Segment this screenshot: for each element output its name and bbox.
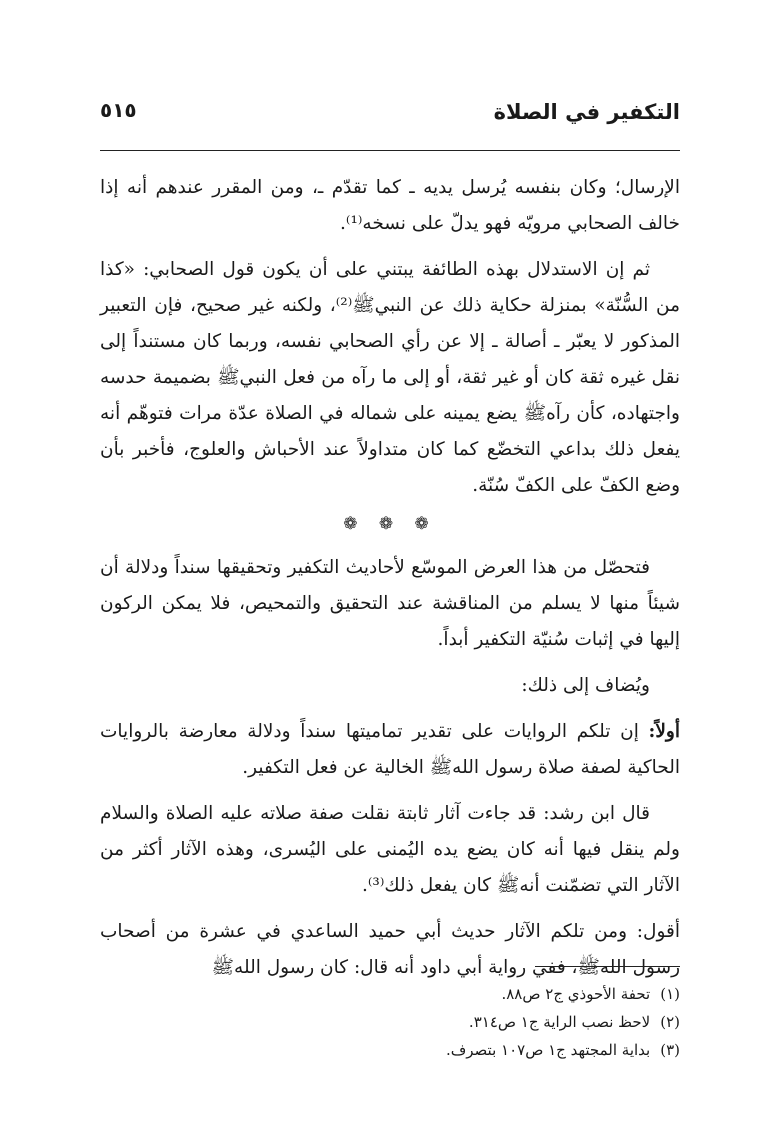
paragraph-3: فتحصّل من هذا العرض الموسّع لأحاديث التكفير وتحقيقها سنداً ودلالة أن شيئاً منها لا يسلم من المناقشة عند التحقيق والتمحيص، فلا يمكن الركون إليها في إثبات سُنيّة التكفير أبداً. — [100, 557, 680, 650]
main-text — [100, 170, 680, 986]
footnote-number: (٢) — [660, 1013, 680, 1031]
footnote-2 — [100, 1008, 680, 1036]
paragraph-5-text: إن تلكم الروايات على تقدير تماميتها سنداً ودلالة معارضة بالروايات الحاكية لصفة صلاة رسول اللهﷺ الخالية عن فعل التكفير. — [100, 721, 680, 778]
section-ornament: ❁ ❁ ❁ — [343, 514, 437, 534]
footnote-number: (١) — [660, 985, 680, 1003]
footnote-3 — [100, 1036, 680, 1064]
footnote-1 — [100, 980, 680, 1008]
paragraph-4: ويُضاف إلى ذلك: — [521, 675, 650, 696]
first-lead: أولاً: — [648, 721, 680, 742]
paragraph-7: أقول: ومن تلكم الآثار حديث أبي حميد الساعدي في عشرة من أصحاب رسول اللهﷺ، ففي رواية أبي داود أنه قال: كان رسول اللهﷺ — [100, 921, 680, 978]
paragraph-1: الإرسال؛ وكان بنفسه يُرسل يديه ـ كما تقدّم ـ، ومن المقرر عندهم أنه إذا خالف الصحابي مرويّه فهو يدلّ على نسخه⁽¹⁾. — [100, 177, 680, 234]
paragraph-5 — [100, 714, 680, 786]
header-rule — [100, 150, 680, 151]
paragraph-6: قال ابن رشد: قد جاءت آثار ثابتة نقلت صفة صلاته عليه الصلاة والسلام ولم ينقل فيها أنه كان يضع يده اليُمنى على اليُسرى، وهذه الآثار أكثر من الآثار التي تضمّنت أنهﷺ كان يفعل ذلك⁽³⁾. — [100, 803, 680, 896]
footnotes — [100, 980, 680, 1064]
running-title: التكفير في الصلاة — [493, 100, 680, 124]
page-number: ٥١٥ — [100, 98, 137, 122]
footnote-text: بداية المجتهد ج١ ص١٠٧ بتصرف. — [445, 1041, 651, 1059]
footnote-text: لاحظ نصب الراية ج١ ص٣١٤. — [468, 1013, 651, 1031]
footnote-rule — [535, 966, 680, 967]
footnote-text: تحفة الأحوذي ج٢ ص٨٨. — [501, 985, 651, 1003]
footnote-number: (٣) — [660, 1041, 680, 1059]
page-header — [100, 96, 680, 136]
paragraph-2: ثم إن الاستدلال بهذه الطائفة يبتني على أن يكون قول الصحابي: «كذا من السُّنّة» بمنزلة حكاية ذلك عن النبيﷺ⁽²⁾، ولكنه غير صحيح، فإن التعبير المذكور لا يعبّر ـ أصالة ـ إلا عن رأي الصحابي نفسه، وربما كان مستنداً إلى نقل غيره ثقة كان أو غير ثقة، أو إلى ما رآه من فعل النبيﷺ بضميمة حدسه واجتهاده، كأن رآهﷺ يضع يمينه على شماله في الصلاة عدّة مرات فتوهّم أنه يفعل ذلك بداعي التخضّع كما كان متداولاً عند الأحباش والعلوج، فأخبر بأن وضع الكفّ على الكفّ سُنّة. — [100, 259, 680, 496]
